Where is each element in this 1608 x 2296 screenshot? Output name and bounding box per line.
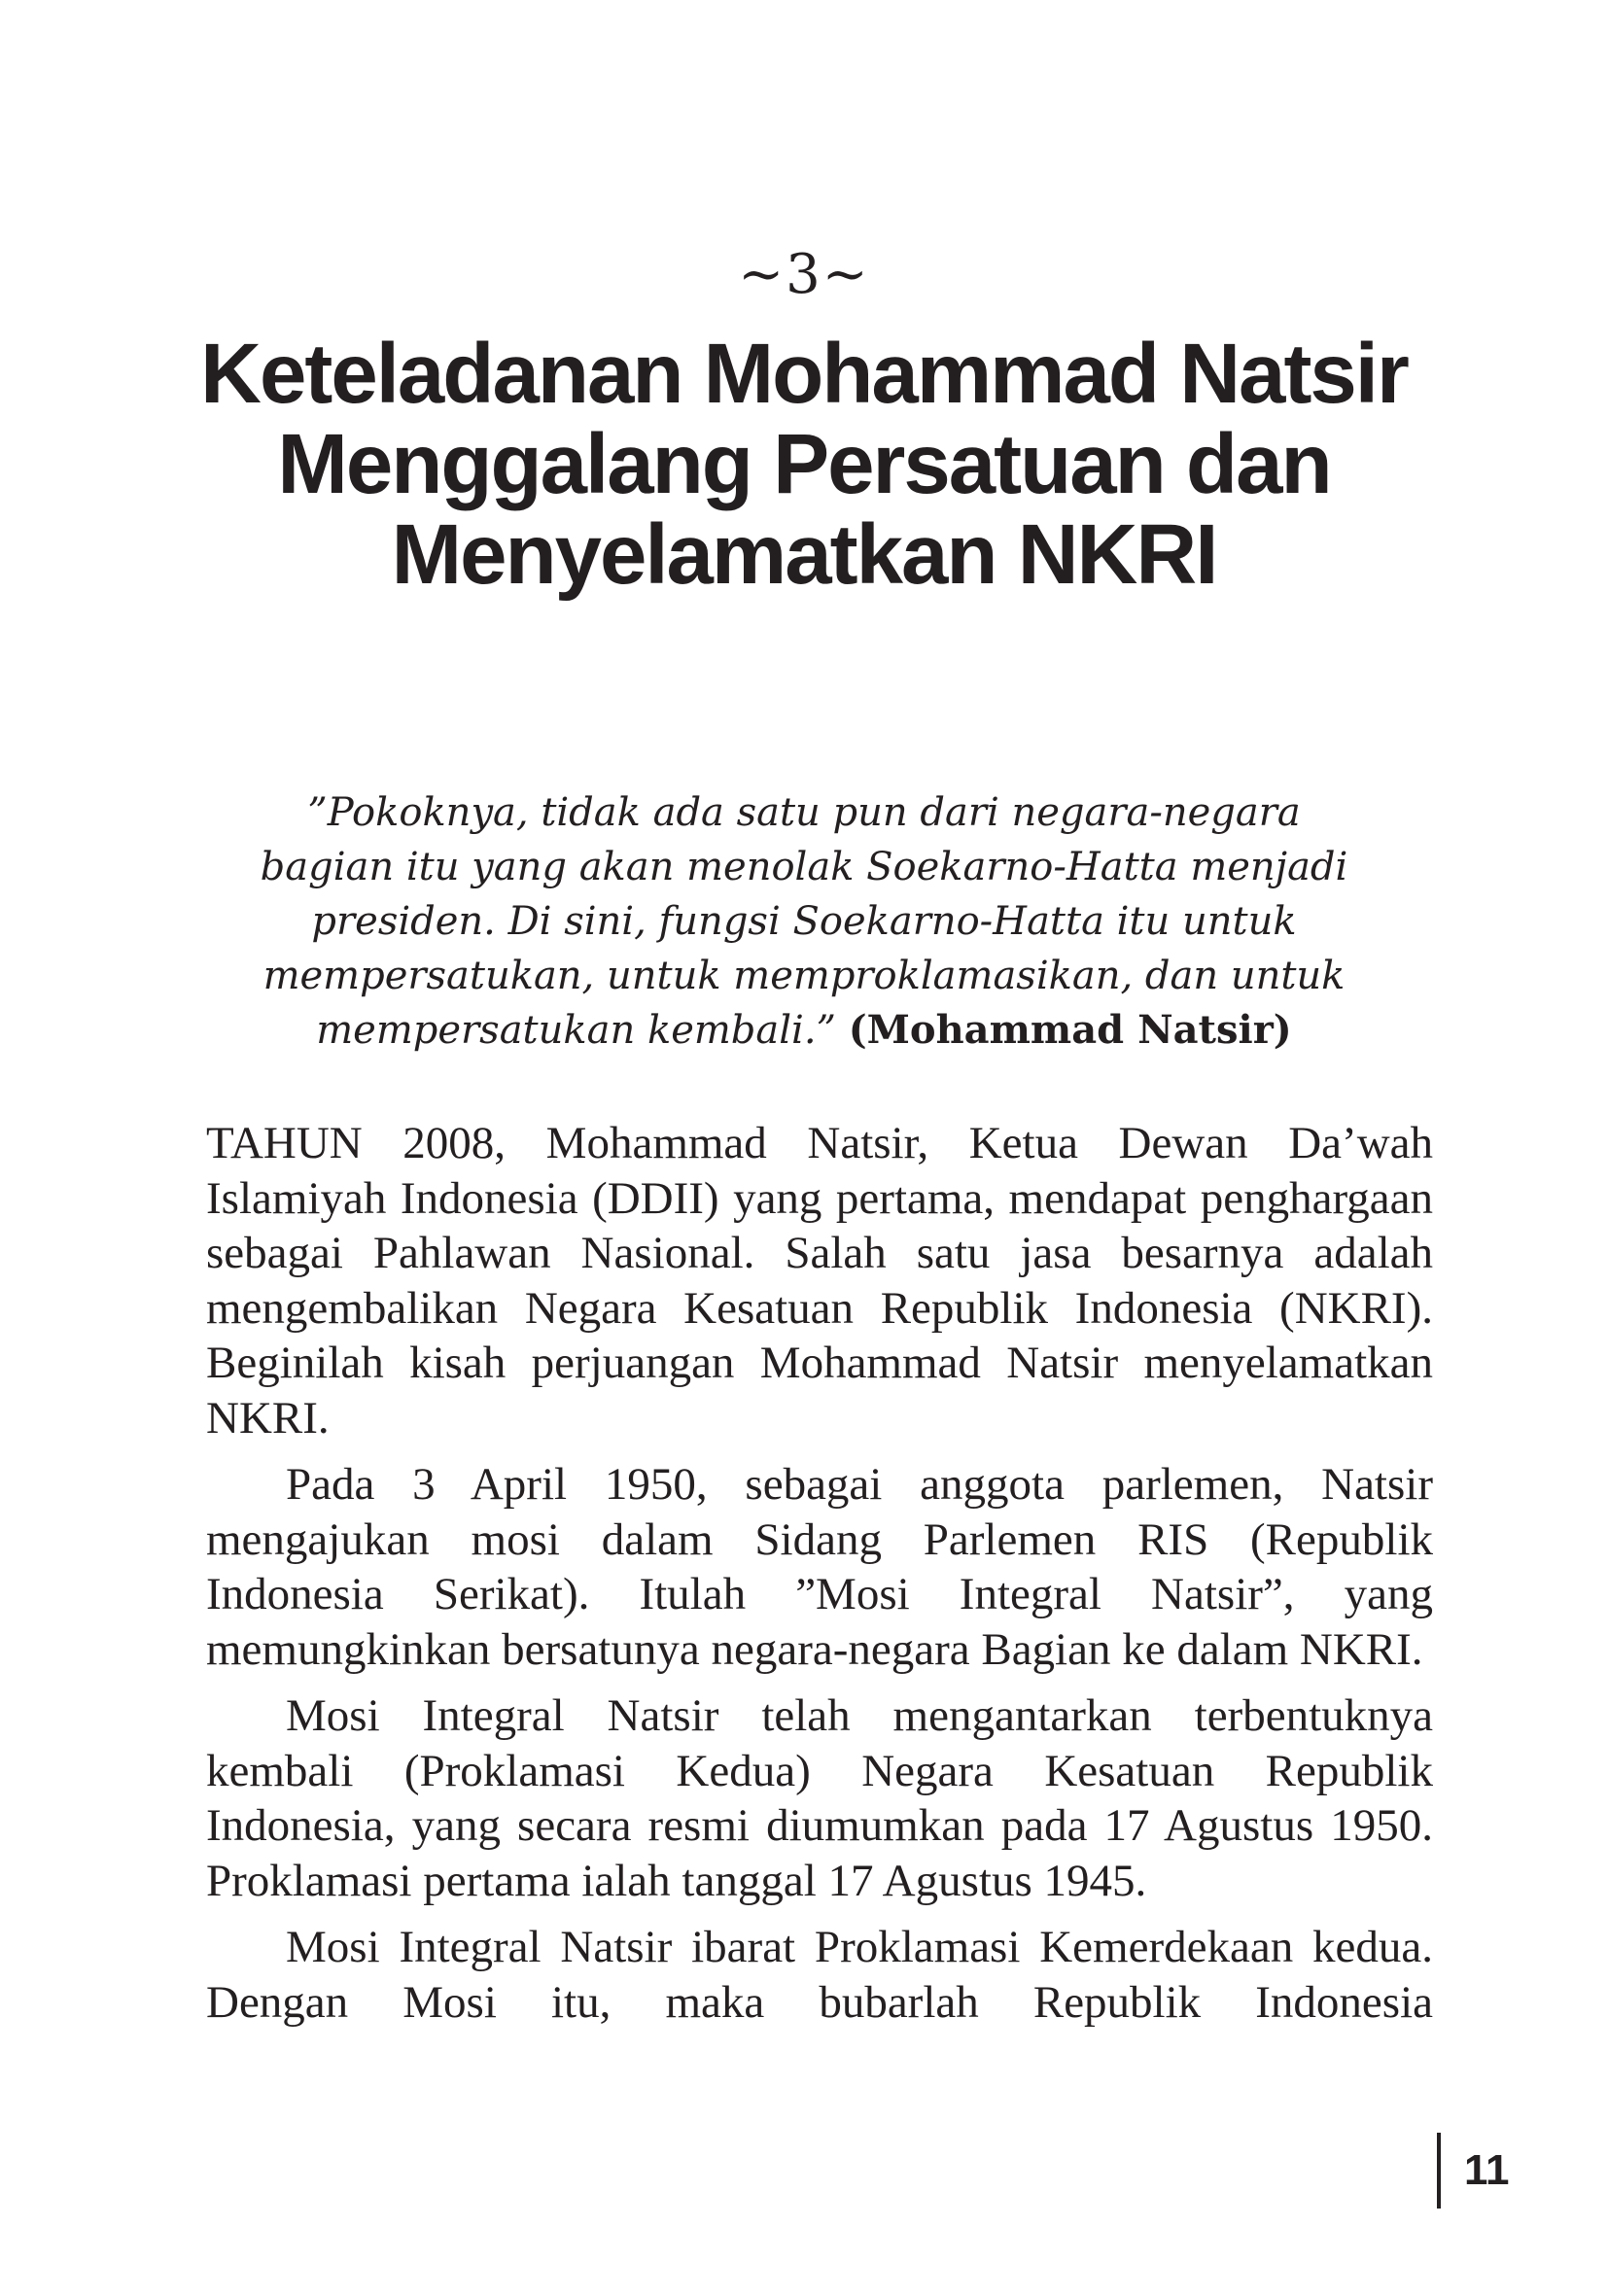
page-number: 11	[1437, 2133, 1510, 2209]
body-text	[206, 1116, 1433, 2041]
epigraph-line-2: bagian itu yang akan menolak Soekarno-Hatta menjadi	[260, 845, 1348, 889]
epigraph-author: (Mohammad Natsir)	[848, 1007, 1292, 1053]
chapter-title-line-3: Menyelamatkan NKRI	[391, 507, 1217, 602]
epigraph-line-1: ”Pokoknya, tidak ada satu pun dari negara-negara	[307, 790, 1301, 835]
paragraph-2: Pada 3 April 1950, sebagai anggota parlemen, Natsir mengajukan mosi dalam Sidang Parlemen RIS (Republik Indonesia Serikat). Itulah ”Mosi Integral Natsir”, yang memungkinkan bersatunya negara-negara Bagian ke dalam NKRI.	[206, 1459, 1433, 1675]
epigraph-line-3: presiden. Di sini, fungsi Soekarno-Hatta itu untuk	[311, 899, 1297, 944]
chapter-title-line-2: Menggalang Persatuan dan	[277, 417, 1331, 511]
epigraph-line-5	[224, 1003, 1384, 1058]
epigraph-line-4: mempersatukan, untuk memproklamasikan, dan untuk	[262, 954, 1346, 998]
paragraph-4: Mosi Integral Natsir ibarat Proklamasi Kemerdekaan kedua. Dengan Mosi itu, maka bubarlah Republik Indonesia	[206, 1922, 1433, 2028]
epigraph-quote	[224, 785, 1384, 1058]
chapter-title	[175, 329, 1433, 600]
chapter-number: ~3~	[738, 243, 870, 306]
paragraph-1: TAHUN 2008, Mohammad Natsir, Ketua Dewan Da’wah Islamiyah Indonesia (DDII) yang pertama, mendapat penghargaan sebagai Pahlawan Nasional. Salah satu jasa besarnya adalah mengembalikan Negara Kesatuan Republik Indonesia (NKRI). Beginilah kisah perjuangan Mohammad Natsir menyelamatkan NKRI.	[206, 1118, 1433, 1444]
paragraph-3: Mosi Integral Natsir telah mengantarkan terbentuknya kembali (Proklamasi Kedua) Negara Kesatuan Republik Indonesia, yang secara resmi diumumkan pada 17 Agustus 1950. Proklamasi pertama ialah tanggal 17 Agustus 1945.	[206, 1690, 1433, 1906]
epigraph-line-5-text: mempersatukan kembali.”	[316, 1008, 836, 1053]
chapter-title-line-1: Keteladanan Mohammad Natsir	[200, 327, 1408, 421]
